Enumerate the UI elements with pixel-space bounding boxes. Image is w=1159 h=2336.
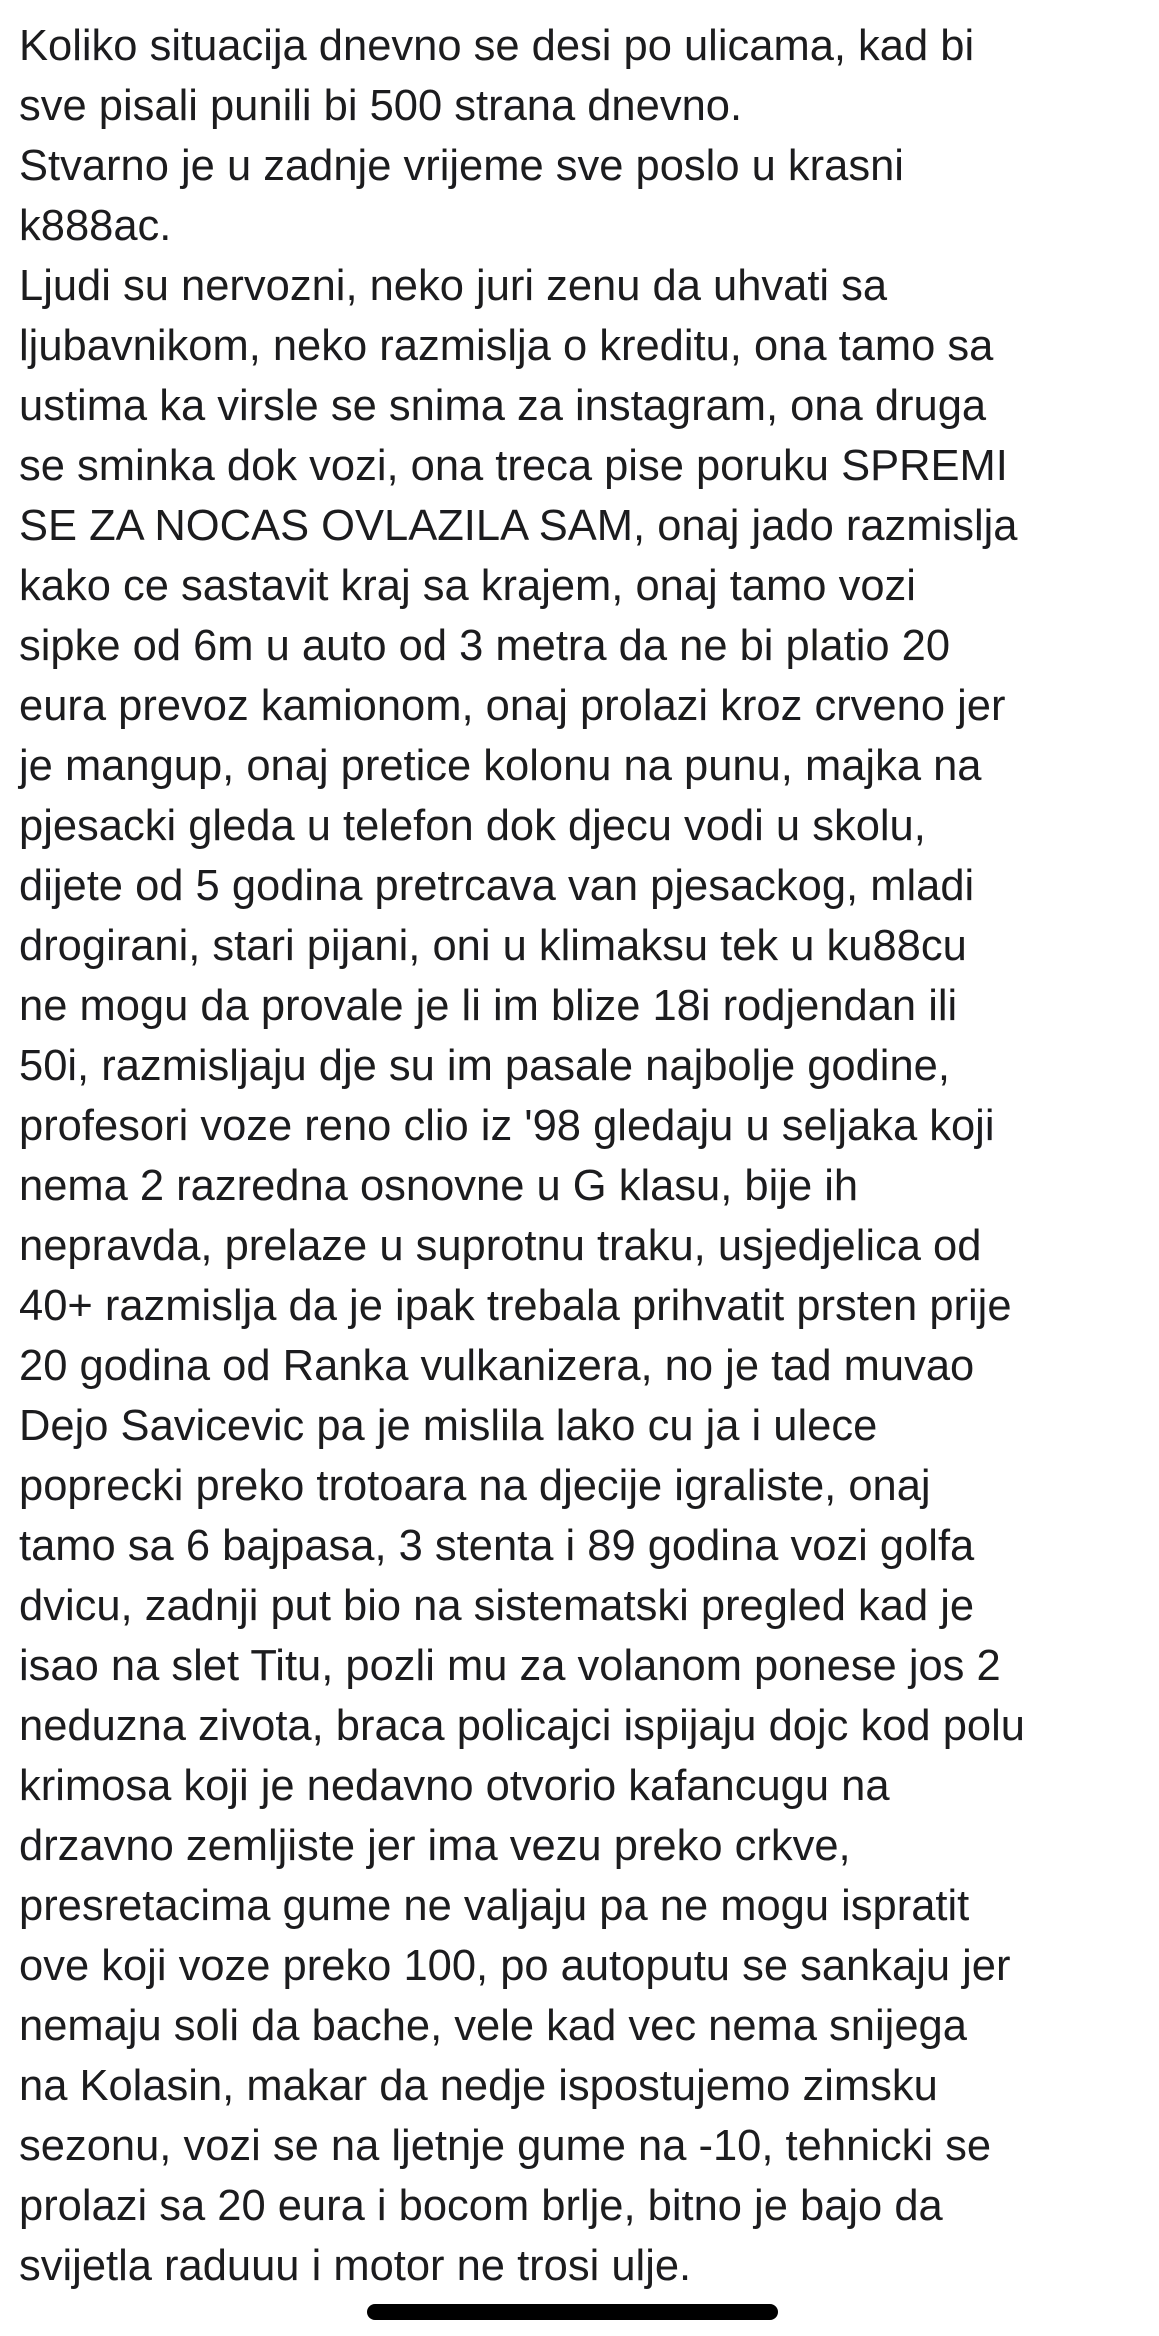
post-text-line: sipke od 6m u auto od 3 metra da ne bi platio 20 — [19, 622, 951, 670]
post-text-line: ustima ka virsle se snima za instagram, ona druga — [19, 382, 987, 430]
post-text-line: ne mogu da provale je li im blize 18i rodjendan ili — [19, 982, 958, 1030]
post-text-line: 40+ razmislja da je ipak trebala prihvatit prsten prije — [19, 1282, 1012, 1330]
post-text-line: eura prevoz kamionom, onaj prolazi kroz crveno jer — [19, 682, 1006, 730]
post-text-line: je mangup, onaj pretice kolonu na punu, majka na — [19, 742, 982, 790]
post-text-line: neduzna zivota, braca policajci ispijaju dojc kod polu — [19, 1702, 1025, 1750]
post-text-line: drzavno zemljiste jer ima vezu preko crkve, — [19, 1822, 851, 1870]
post-text-line: dijete od 5 godina pretrcava van pjesackog, mladi — [19, 862, 975, 910]
post-text-line: krimosa koji je nedavno otvorio kafancugu na — [19, 1762, 890, 1810]
post-text-line: isao na slet Titu, pozli mu za volanom ponese jos 2 — [19, 1642, 1001, 1690]
post-text-line: se sminka dok vozi, ona treca pise poruku SPREMI — [19, 442, 1008, 490]
post-text-line: tamo sa 6 bajpasa, 3 stenta i 89 godina vozi golfa — [19, 1522, 975, 1570]
post-text-line: prolazi sa 20 eura i bocom brlje, bitno je bajo da — [19, 2182, 943, 2230]
post-text-line: ove koji voze preko 100, po autoputu se sankaju jer — [19, 1942, 1011, 1990]
post-text-line: presretacima gume ne valjaju pa ne mogu ispratit — [19, 1882, 970, 1930]
post-text-line: sve pisali punili bi 500 strana dnevno. — [19, 82, 743, 130]
post-text-line: SE ZA NOCAS OVLAZILA SAM, onaj jado razmislja — [19, 502, 1018, 550]
post-text-line: 50i, razmisljaju dje su im pasale najbolje godine, — [19, 1042, 950, 1090]
post-text-line: pjesacki gleda u telefon dok djecu vodi u skolu, — [19, 802, 926, 850]
post-text-line: drogirani, stari pijani, oni u klimaksu tek u ku88cu — [19, 922, 967, 970]
post-text-line: nema 2 razredna osnovne u G klasu, bije ih — [19, 1162, 859, 1210]
post-text-line: kako ce sastavit kraj sa krajem, onaj tamo vozi — [19, 562, 916, 610]
post-text-line: profesori voze reno clio iz '98 gledaju u seljaka koji — [19, 1102, 995, 1150]
post-text-line: Ljudi su nervozni, neko juri zenu da uhvati sa — [19, 262, 888, 310]
post-text — [19, 16, 1144, 2296]
post-text-line: na Kolasin, makar da nedje ispostujemo zimsku — [19, 2062, 938, 2110]
post-text-line: poprecki preko trotoara na djecije igraliste, onaj — [19, 1462, 931, 1510]
post-text-line: sezonu, vozi se na ljetnje gume na -10, tehnicki se — [19, 2122, 992, 2170]
post-text-line: svijetla raduuu i motor ne trosi ulje. — [19, 2242, 692, 2290]
home-indicator[interactable] — [367, 2304, 778, 2320]
post-text-line: Stvarno je u zadnje vrijeme sve poslo u krasni — [19, 142, 904, 190]
post-text-line: nemaju soli da bache, vele kad vec nema snijega — [19, 2002, 967, 2050]
post-text-line: 20 godina od Ranka vulkanizera, no je tad muvao — [19, 1342, 975, 1390]
post-text-line: Dejo Savicevic pa je mislila lako cu ja i ulece — [19, 1402, 878, 1450]
post-text-line: Koliko situacija dnevno se desi po ulicama, kad bi — [19, 22, 975, 70]
post-text-line: dvicu, zadnji put bio na sistematski pregled kad je — [19, 1582, 975, 1630]
post-text-line: ljubavnikom, neko razmislja o kreditu, ona tamo sa — [19, 322, 994, 370]
post-text-line: k888ac. — [19, 202, 172, 250]
post-text-line: nepravda, prelaze u suprotnu traku, usjedjelica od — [19, 1222, 982, 1270]
